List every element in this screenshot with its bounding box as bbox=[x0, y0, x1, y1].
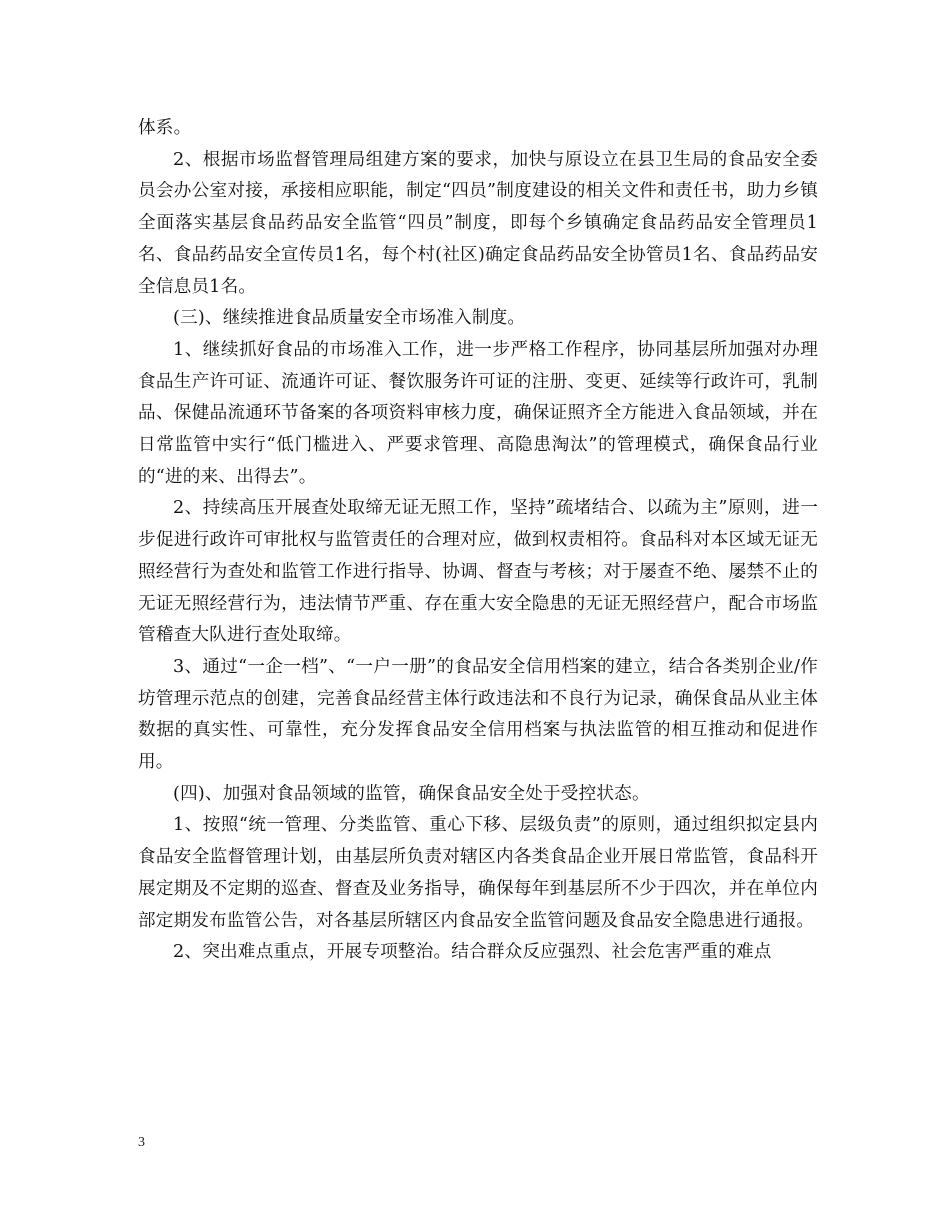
paragraph-2: 2、根据市场监督管理局组建方案的要求，加快与原设立在县卫生局的食品安全委员会办公室对接，承接相应职能，制定“四员”制度建设的相关文件和责任书，助力乡镇全面落实基层食品药品安全监管“四员”制度，即每个乡镇确定食品药品安全管理员1名、食品药品安全宣传员1名，每个村(社区)确定食品药品安全协管员1名、食品药品安全信息员1名。 bbox=[138, 149, 818, 297]
section-heading-4: (四)、加强对食品领域的监管，确保食品安全处于受控状态。 bbox=[173, 783, 650, 804]
paragraph-4: 1、继续抓好食品的市场准入工作，进一步严格工作程序，协同基层所加强对办理食品生产许可证、流通许可证、餐饮服务许可证的注册、变更、延续等行政许可，乳制品、保健品流通环节备案的各项资料审核力度，确保证照齐全方能进入食品领域，并在日常监管中实行“低门槛进入、严要求管理、高隐患淘汰”的管理模式，确保食品行业的“进的来、出得去”。 bbox=[138, 339, 818, 487]
paragraph-9: 2、突出难点重点，开展专项整治。结合群众反应强烈、社会危害严重的难点 bbox=[173, 942, 772, 963]
paragraph-8: 1、按照“统一管理、分类监管、重心下移、层级负责”的原则，通过组织拟定县内食品安全监督管理计划，由基层所负责对辖区内各类食品企业开展日常监管，食品科开展定期及不定期的巡查、督查及业务指导，确保每年到基层所不少于四次，并在单位内部定期发布监管公告，对各基层所辖区内食品安全监管问题及食品安全隐患进行通报。 bbox=[138, 815, 818, 931]
paragraph-5: 2、持续高压开展查处取缔无证无照工作，坚持”疏堵结合、以疏为主”原则，进一步促进行政许可审批权与监管责任的合理对应，做到权责相符。食品科对本区域无证无照经营行为查处和监管工作进行指导、协调、督查与考核；对于屡查不绝、屡禁不止的无证无照经营行为，违法情节严重、存在重大安全隐患的无证无照经营户，配合市场监管稽查大队进行查处取缔。 bbox=[138, 498, 818, 646]
section-heading-3: (三)、继续推进食品质量安全市场准入制度。 bbox=[173, 308, 526, 329]
document-body bbox=[138, 113, 818, 969]
paragraph-6: 3、通过“一企一档”、“一户一册”的食品安全信用档案的建立，结合各类别企业/作坊管理示范点的创建，完善食品经营主体行政违法和不良行为记录，确保食品从业主体数据的真实性、可靠性，充分发挥食品安全信用档案与执法监管的相互推动和促进作用。 bbox=[138, 656, 818, 773]
paragraph-1: 体系。 bbox=[138, 118, 192, 138]
page-number: 3 bbox=[138, 1135, 145, 1150]
